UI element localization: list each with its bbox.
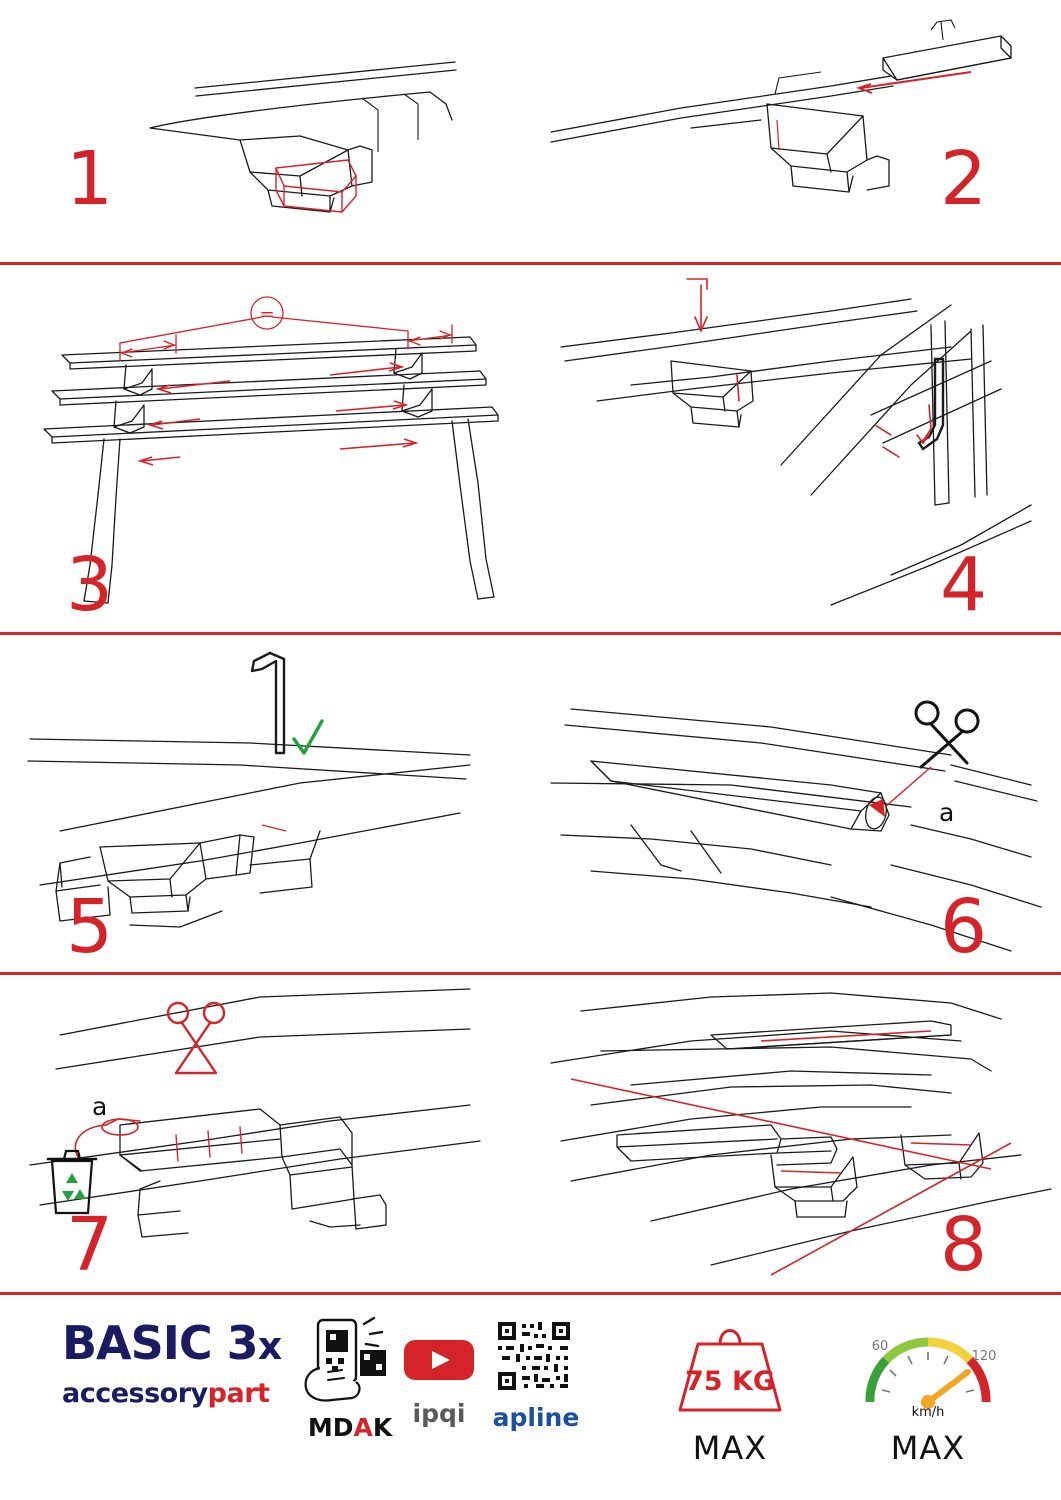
- product-name-text: BASIC 3: [62, 1316, 258, 1370]
- mdak-post: K: [372, 1413, 393, 1442]
- logo-caption-mdak: [290, 1415, 410, 1440]
- max-speed-block: [838, 1306, 1018, 1467]
- speedometer-icon: [838, 1306, 1018, 1420]
- step-number-8: 8: [940, 1202, 987, 1288]
- logo-caption-apline: [482, 1405, 590, 1430]
- part-label-a-step7: a: [92, 1092, 108, 1121]
- company-name: [62, 1380, 282, 1407]
- mdak-accent: A: [353, 1413, 373, 1442]
- step-number-3: 3: [66, 542, 113, 628]
- logo-caption-ipqi: ipqi: [412, 1399, 466, 1428]
- step-panel-2: [531, 0, 1061, 262]
- step-number-5: 5: [66, 884, 113, 970]
- apline-pre: ap: [492, 1403, 528, 1432]
- mdak-pre: MD: [307, 1413, 354, 1442]
- speed-tick-120: 120: [971, 1349, 997, 1364]
- row-divider-4: [0, 1292, 1061, 1295]
- product-name-suffix: x: [257, 1324, 282, 1368]
- check-icon: [294, 721, 322, 753]
- logo-apline: [482, 1316, 590, 1430]
- weight-icon: [640, 1310, 820, 1420]
- company-name-part2: part: [207, 1378, 270, 1409]
- max-load-label: MAX: [692, 1429, 768, 1467]
- max-load-value: 75 KG: [684, 1366, 776, 1397]
- product-name: [62, 1316, 282, 1370]
- scissors-icon: [916, 702, 978, 767]
- step-number-4: 4: [940, 542, 987, 628]
- step-number-2: 2: [940, 136, 987, 222]
- part-label-a-step6: a: [939, 798, 955, 827]
- equal-symbol: =: [259, 304, 275, 325]
- footer: [0, 1300, 1061, 1500]
- brand-block: [62, 1316, 282, 1409]
- logo-mdak: [290, 1314, 410, 1440]
- speed-unit: km/h: [911, 1405, 945, 1420]
- step-number-6: 6: [940, 884, 987, 970]
- youtube-icon[interactable]: [400, 1334, 478, 1386]
- logo-ipqi: [400, 1334, 478, 1426]
- speed-tick-60: 60: [871, 1339, 889, 1354]
- company-name-part1: accessory: [62, 1378, 208, 1409]
- step-panel-1: [0, 0, 530, 262]
- qr-code-icon[interactable]: [482, 1316, 590, 1394]
- step-number-1: 1: [66, 136, 113, 222]
- max-speed-label: MAX: [890, 1429, 966, 1467]
- hand-phone-qr-icon: [290, 1314, 410, 1404]
- max-load-block: [640, 1310, 820, 1467]
- apline-post: line: [527, 1403, 580, 1432]
- step-number-7: 7: [66, 1202, 113, 1288]
